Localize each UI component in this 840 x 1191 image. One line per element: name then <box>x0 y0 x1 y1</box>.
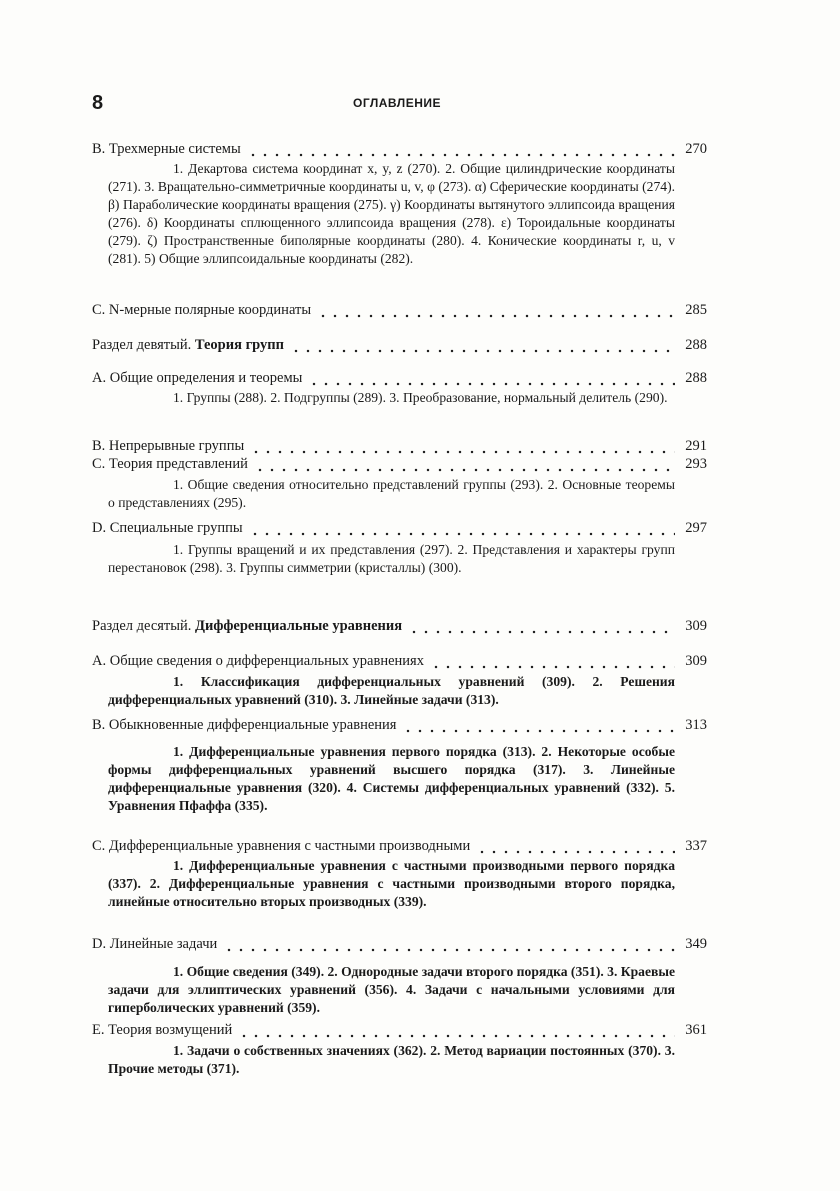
toc-section-page: 288 <box>685 337 707 353</box>
leader-dots <box>254 457 675 473</box>
section-prefix: Раздел десятый. <box>92 618 192 634</box>
toc-entry <box>92 838 707 858</box>
toc-entry <box>92 717 707 737</box>
toc-entry-page: 285 <box>685 302 707 318</box>
toc-entry-title: B. Трехмерные системы <box>92 141 241 157</box>
toc-entry-page: 313 <box>685 717 707 733</box>
toc-entry-page: 337 <box>685 838 707 854</box>
toc-entry-details: 1. Общие сведения относительно представлений группы (293). 2. Основные теоремы о представлениях (295). <box>108 477 675 510</box>
leader-dots <box>290 338 675 354</box>
leader-dots <box>249 521 675 537</box>
section-title: Теория групп <box>194 337 284 353</box>
page-header <box>92 92 702 116</box>
leader-dots <box>476 839 675 855</box>
toc-section <box>92 618 707 638</box>
toc-entry <box>92 520 707 540</box>
leader-dots <box>402 718 675 734</box>
toc-entry-page: 270 <box>685 141 707 157</box>
toc-entry-page: 349 <box>685 936 707 952</box>
toc-entry-details: 1. Классификация дифференциальных уравнений (309). 2. Решения дифференциальных уравнений (310). 3. Линейные задачи (313). <box>108 674 675 707</box>
leader-dots <box>247 142 675 158</box>
toc-entry <box>92 370 707 390</box>
toc-entry-title: D. Линейные задачи <box>92 936 218 952</box>
toc-entry-details: 1. Группы (288). 2. Подгруппы (289). 3. Преобразование, нормальный делитель (290). <box>173 390 668 405</box>
toc-entry-page: 297 <box>685 520 707 536</box>
section-prefix: Раздел девятый. <box>92 337 192 353</box>
toc-entry-details: 1. Дифференциальные уравнения первого порядка (313). 2. Некоторые особые формы дифференциальных уравнений высшего порядка (317). 3. Линейные дифференциальные уравнения (320). 4. Системы дифференциальных уравнений (332). 5. Уравнения Пфаффа (335). <box>108 744 675 813</box>
toc-entry-title: C. N-мерные полярные координаты <box>92 302 312 318</box>
running-title: ОГЛАВЛЕНИЕ <box>352 96 441 110</box>
toc-entry <box>92 438 707 458</box>
toc-entry-title: A. Общие сведения о дифференциальных уравнениях <box>92 653 424 669</box>
leader-dots <box>223 937 675 953</box>
toc-entry-title: A. Общие определения и теоремы <box>92 370 303 386</box>
toc-entry-details: 1. Общие сведения (349). 2. Однородные задачи второго порядка (351). 3. Краевые задачи для эллиптических уравнений (356). 4. Задачи с начальными условиями для гиперболических уравнений (359). <box>108 964 675 1015</box>
toc-entry-details: 1. Дифференциальные уравнения с частными производными первого порядка (337). 2. Дифференциальные уравнения с частными производными второго порядка, линейные относительно вторых производных (339). <box>108 858 675 909</box>
toc-entry-page: 361 <box>685 1022 707 1038</box>
leader-dots <box>408 619 675 635</box>
toc-entry-title: D. Специальные группы <box>92 520 243 536</box>
section-title: Дифференциальные уравнения <box>195 618 403 634</box>
page-number: 8 <box>92 92 104 114</box>
toc-entry-title: C. Теория представлений <box>92 456 248 472</box>
toc-entry-details: 1. Задачи о собственных значениях (362). 2. Метод вариации постоянных (370). 3. Прочие методы (371). <box>108 1043 675 1076</box>
toc-entry <box>92 141 707 161</box>
toc-entry-page: 291 <box>685 438 707 454</box>
toc-entry <box>92 456 707 476</box>
toc-section-page: 309 <box>685 618 707 634</box>
toc-entry <box>92 936 707 956</box>
leader-dots <box>238 1023 675 1039</box>
toc-entry-title: B. Обыкновенные дифференциальные уравнения <box>92 717 397 733</box>
toc-entry-title: C. Дифференциальные уравнения с частными производными <box>92 838 471 854</box>
leader-dots <box>317 303 675 319</box>
toc-entry <box>92 1022 707 1042</box>
toc-entry-title: E. Теория возмущений <box>92 1022 233 1038</box>
toc-section <box>92 337 707 357</box>
toc-entry-details: 1. Декартова система координат x, y, z (270). 2. Общие цилиндрические координаты (271). 3. Вращательно-симметричные координаты u, v, φ (273). α) Сферические координаты (274). β) Параболические координаты вращения (275). γ) Координаты вытянутого эллипсоида вращения (276). δ) Координаты сплющенного эллипсоида вращения (278). ε) Тороидальные координаты (279). ζ) Пространственные биполярные координаты (280). 4. Конические координаты r, u, v (281). 5) Общие эллипсоидальные координаты (282). <box>108 161 675 266</box>
leader-dots <box>250 439 675 455</box>
toc-entry-page: 288 <box>685 370 707 386</box>
toc-entry-page: 309 <box>685 653 707 669</box>
toc-entry <box>92 302 707 322</box>
leader-dots <box>308 371 675 387</box>
toc-entry-title: B. Непрерывные группы <box>92 438 245 454</box>
toc-entry-details: 1. Группы вращений и их представления (297). 2. Представления и характеры групп перестановок (298). 3. Группы симметрии (кристаллы) (300). <box>108 542 675 575</box>
leader-dots <box>430 654 675 670</box>
toc-entry <box>92 653 707 673</box>
toc-entry-page: 293 <box>685 456 707 472</box>
